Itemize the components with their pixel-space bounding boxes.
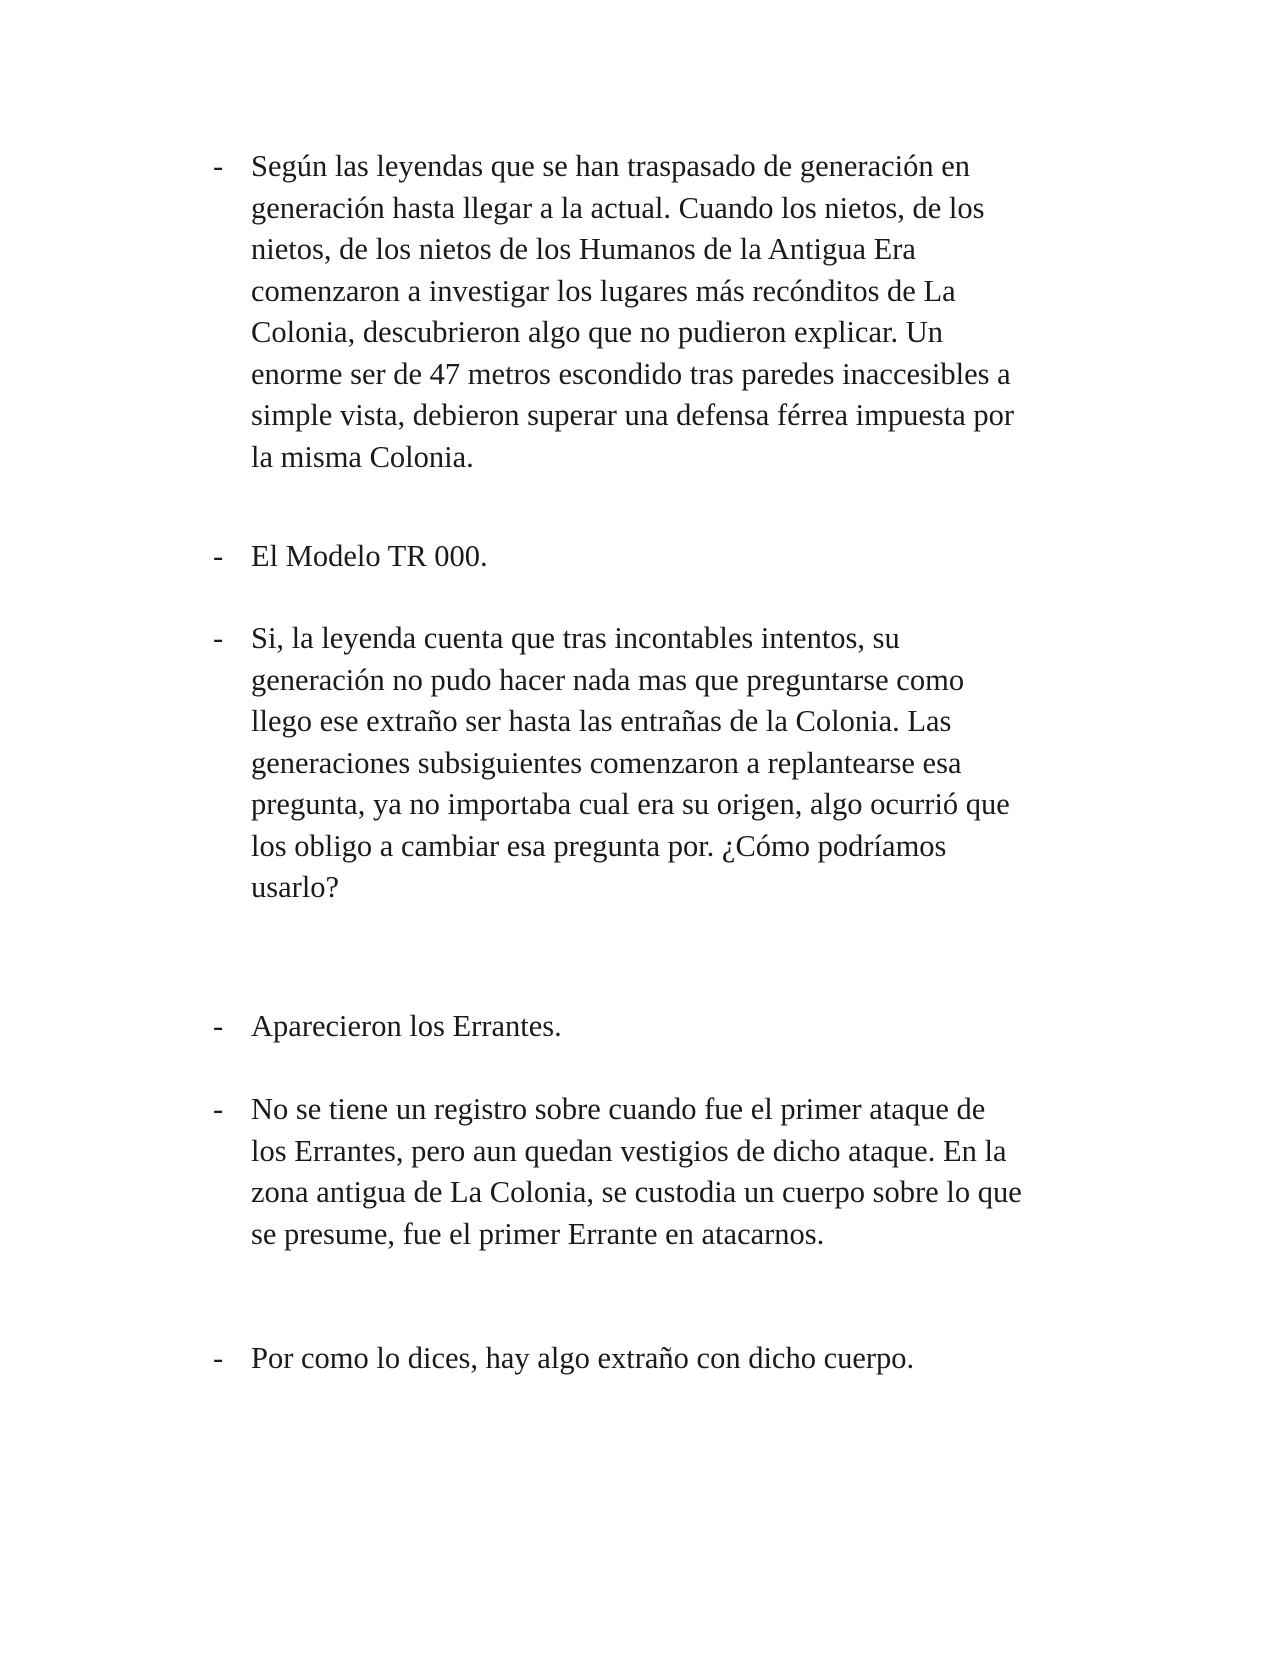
dialogue-dash: -: [213, 149, 224, 183]
dialogue-text: El Modelo TR 000.: [251, 539, 488, 573]
dialogue-line-2: [213, 536, 1093, 578]
dialogue-text: Si, la leyenda cuenta que tras incontables intentos, su generación no pudo hacer nada mas que preguntarse como llego ese extraño ser hasta las entrañas de la Colonia. Las generaciones subsiguientes comenzaron a replantearse esa pregunta, ya no importaba cual era su origen, algo ocurrió que los obligo a cambiar esa pregunta por. ¿Cómo podríamos usarlo?: [251, 621, 1010, 904]
dialogue-line-3: [213, 618, 1093, 909]
dialogue-text: Aparecieron los Errantes.: [251, 1009, 562, 1043]
dialogue-line-6: [213, 1338, 1093, 1380]
dialogue-line-5: [213, 1089, 1093, 1255]
dialogue-text: No se tiene un registro sobre cuando fue el primer ataque de los Errantes, pero aun quedan vestigios de dicho ataque. En la zona antigua de La Colonia, se custodia un cuerpo sobre lo que se presume, fue el primer Errante en atacarnos.: [251, 1092, 1022, 1251]
dialogue-text: Según las leyendas que se han traspasado de generación en generación hasta llegar a la actual. Cuando los nietos, de los nietos, de los nietos de los Humanos de la Antigua Era comenzaron a investigar los lugares más recónditos de La Colonia, descubrieron algo que no pudieron explicar. Un enorme ser de 47 metros escondido tras paredes inaccesibles a simple vista, debieron superar una defensa férrea impuesta por la misma Colonia.: [251, 149, 1015, 474]
dialogue-dash: -: [213, 539, 224, 573]
dialogue-text: Por como lo dices, hay algo extraño con dicho cuerpo.: [251, 1341, 915, 1375]
dialogue-dash: -: [213, 1092, 224, 1126]
dialogue-line-1: [213, 146, 1093, 478]
dialogue-line-4: [213, 1006, 1093, 1048]
dialogue-dash: -: [213, 621, 224, 655]
dialogue-dash: -: [213, 1009, 224, 1043]
dialogue-dash: -: [213, 1341, 224, 1375]
